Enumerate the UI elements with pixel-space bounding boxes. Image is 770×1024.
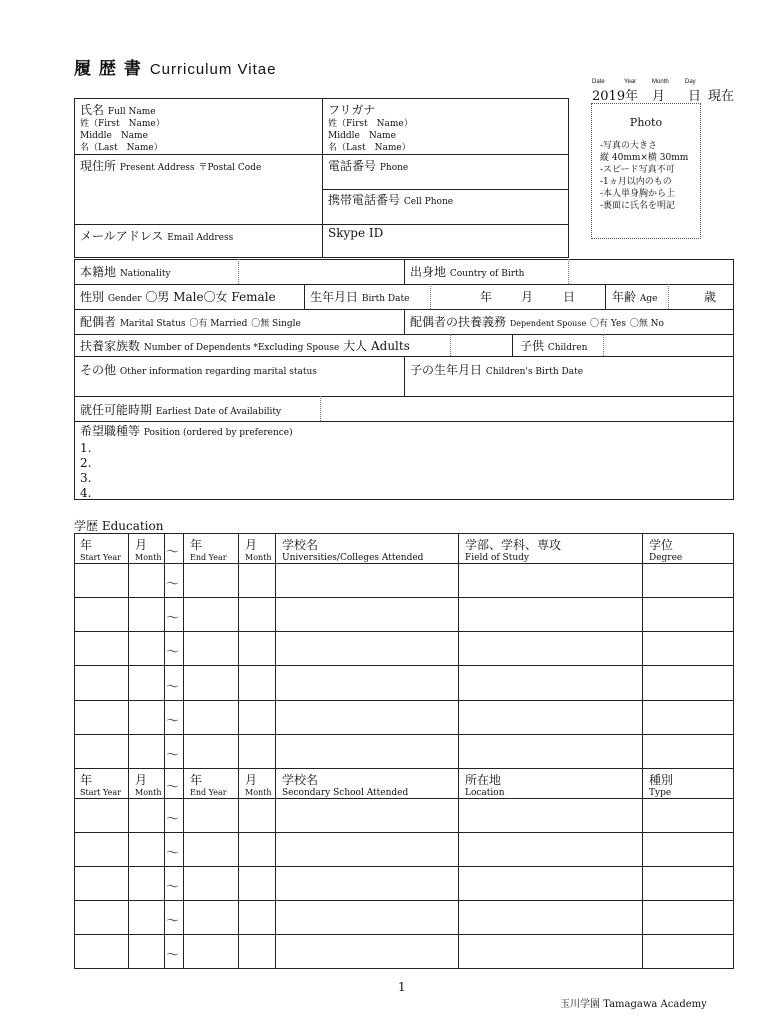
h2-tilde: ～ <box>166 780 180 795</box>
photo-note: -写真の大きさ <box>600 141 658 151</box>
photo-note: -1ヵ月以内のもの <box>600 177 672 187</box>
row-tilde: ～ <box>166 748 180 763</box>
middle-name-label: Middle Name <box>80 131 148 141</box>
title-jp: 履 歴 書 <box>74 59 142 79</box>
cell-phone-label: 携帯電話番号 <box>328 193 401 207</box>
dependent-spouse-label-en: Dependent Spouse <box>509 319 587 328</box>
gender-label: 性別 <box>80 290 105 304</box>
name-label-en: Full Name <box>107 107 156 117</box>
position-item[interactable]: 2. <box>80 456 92 470</box>
marital-cell[interactable] <box>80 313 301 330</box>
title-en: Curriculum Vitae <box>149 61 277 78</box>
gender-cell[interactable] <box>80 288 276 305</box>
dob-cell <box>310 288 409 305</box>
birthplace-label: 出身地 <box>410 265 447 279</box>
photo-box[interactable] <box>591 103 701 239</box>
h1-school-en: Universities/Colleges Attended <box>282 553 424 563</box>
dependent-spouse-yes-option[interactable]: 〇有 Yes <box>590 319 626 329</box>
other-info-cell[interactable] <box>80 361 317 378</box>
h2-start-month-label: 月 <box>135 773 148 787</box>
h2-start-year <box>80 771 121 797</box>
h1-start-year <box>80 536 121 562</box>
cell-phone-cell[interactable] <box>328 191 453 208</box>
single-option[interactable]: 〇無 Single <box>251 319 301 329</box>
dependents-label: 扶養家族数 <box>80 339 141 353</box>
h2-location <box>465 771 505 798</box>
h1-degree-label: 学位 <box>649 538 674 552</box>
name-cell[interactable] <box>80 101 320 154</box>
date-small-date: Date <box>592 79 605 85</box>
row-tilde: ～ <box>166 812 180 827</box>
position-item[interactable]: 4. <box>80 486 92 500</box>
age-label: 年齢 <box>612 290 637 304</box>
photo-label: Photo <box>629 116 663 129</box>
h2-start-month-en: Month <box>135 788 162 797</box>
age-cell <box>612 288 657 305</box>
marital-label-en: Marital Status <box>119 319 186 329</box>
children-dob-cell[interactable] <box>410 361 583 378</box>
furigana-cell[interactable] <box>328 101 568 154</box>
married-option[interactable]: 〇有 Married <box>189 319 248 329</box>
photo-note: -裏面に氏名を明記 <box>600 201 676 211</box>
skype-label: Skype ID <box>328 226 384 240</box>
row-tilde: ～ <box>166 914 180 929</box>
dependents-cell <box>80 337 410 354</box>
h2-end-month-label: 月 <box>245 773 258 787</box>
position-label-en: Position (ordered by preference) <box>143 428 293 438</box>
row-tilde: ～ <box>166 611 180 626</box>
email-cell[interactable] <box>80 227 233 244</box>
age-unit[interactable]: 歳 <box>704 290 717 304</box>
furigana-middle-label: Middle Name <box>328 131 396 141</box>
date-now: 現在 <box>708 89 735 104</box>
h2-location-label: 所在地 <box>465 773 502 787</box>
birthplace-cell[interactable] <box>410 263 524 280</box>
row-tilde: ～ <box>166 880 180 895</box>
h2-start-year-en: Start Year <box>80 788 121 797</box>
h1-school <box>282 536 423 563</box>
h1-end-year <box>190 536 227 562</box>
children-dob-label-en: Children's Birth Date <box>485 367 584 377</box>
h2-end-year-en: End Year <box>190 788 227 797</box>
dob-day[interactable]: 日 <box>563 290 576 304</box>
h2-start-month <box>135 771 162 797</box>
h1-end-year-label: 年 <box>190 538 203 552</box>
children-dob-label: 子の生年月日 <box>410 363 483 377</box>
postal-code-label: 〒Postal Code <box>198 163 262 173</box>
children-label-en: Children <box>547 343 588 353</box>
page-number: 1 <box>398 980 406 994</box>
email-label: メールアドレス <box>80 229 164 243</box>
date-small-day: Day <box>685 79 696 85</box>
name-label: 氏名 <box>80 103 105 117</box>
position-cell[interactable] <box>80 424 293 501</box>
other-info-label: その他 <box>80 363 117 377</box>
dob-month[interactable]: 月 <box>521 290 534 304</box>
email-label-en: Email Address <box>167 233 234 243</box>
h2-type <box>649 771 673 798</box>
h1-field-label: 学部、学科、専攻 <box>465 538 562 552</box>
date-small-year: Year <box>624 79 637 85</box>
h1-end-year-en: End Year <box>190 553 227 562</box>
first-name-label: 姓（First Name） <box>80 119 165 129</box>
birthplace-label-en: Country of Birth <box>449 269 525 279</box>
row-tilde: ～ <box>166 714 180 729</box>
h2-end-month-en: Month <box>245 788 272 797</box>
h2-school-label: 学校名 <box>282 773 319 787</box>
marital-label: 配偶者 <box>80 315 117 329</box>
gender-male-option[interactable]: 〇男 Male <box>145 290 204 304</box>
date-day[interactable]: 日 <box>688 89 702 104</box>
availability-label: 就任可能時期 <box>80 403 153 417</box>
phone-label: 電話番号 <box>328 159 377 173</box>
availability-cell[interactable] <box>80 401 281 418</box>
phone-label-en: Phone <box>379 163 409 173</box>
photo-note: -本人単身胸から上 <box>600 189 676 199</box>
availability-label-en: Earliest Date of Availability <box>155 407 282 417</box>
date-small-month: Month <box>652 79 669 85</box>
h2-school-en: Secondary School Attended <box>282 788 409 798</box>
row-tilde: ～ <box>166 948 180 963</box>
address-cell[interactable] <box>80 157 320 174</box>
position-item[interactable]: 3. <box>80 471 92 485</box>
adults-label: 大人 Adults <box>343 339 410 353</box>
h1-degree <box>649 536 682 563</box>
h1-tilde: ～ <box>166 545 180 560</box>
row-tilde: ～ <box>166 645 180 660</box>
row-tilde: ～ <box>166 577 180 592</box>
row-tilde: ～ <box>166 846 180 861</box>
h1-field <box>465 536 561 563</box>
skype-cell[interactable] <box>328 226 383 240</box>
h2-start-year-label: 年 <box>80 773 93 787</box>
h1-start-year-label: 年 <box>80 538 93 552</box>
position-item[interactable]: 1. <box>80 441 92 455</box>
dependent-spouse-cell[interactable] <box>410 313 664 330</box>
other-info-label-en: Other information regarding marital status <box>119 367 317 377</box>
children-cell <box>520 337 587 354</box>
h1-school-label: 学校名 <box>282 538 319 552</box>
date-year[interactable]: 2019年 <box>592 89 639 104</box>
dependents-label-en: Number of Dependents *Excluding Spouse <box>143 343 340 353</box>
cell-phone-label-en: Cell Phone <box>403 197 454 207</box>
h2-type-en: Type <box>649 788 672 798</box>
address-label: 現住所 <box>80 159 117 173</box>
h2-end-month <box>245 771 272 797</box>
row-tilde: ～ <box>166 680 180 695</box>
last-name-label: 名（Last Name） <box>80 143 163 153</box>
gender-female-option[interactable]: 〇女 Female <box>203 290 276 304</box>
nationality-cell[interactable] <box>80 263 171 280</box>
dob-label: 生年月日 <box>310 290 359 304</box>
h2-school <box>282 771 408 798</box>
h1-end-month-en: Month <box>245 553 272 562</box>
nationality-label: 本籍地 <box>80 265 117 279</box>
children-label: 子供 <box>520 339 545 353</box>
h1-start-month <box>135 536 162 562</box>
address-label-en: Present Address <box>119 163 195 173</box>
photo-notes <box>600 140 688 212</box>
h1-start-year-en: Start Year <box>80 553 121 562</box>
phone-cell[interactable] <box>328 157 408 174</box>
gender-label-en: Gender <box>107 294 142 304</box>
photo-note: 縦 40mm×横 30mm <box>600 153 689 163</box>
h2-location-en: Location <box>465 788 505 798</box>
h2-end-year-label: 年 <box>190 773 203 787</box>
furigana-last-label: 名（Last Name） <box>328 143 411 153</box>
position-label: 希望職種等 <box>80 424 141 438</box>
age-label-en: Age <box>639 294 658 304</box>
h1-field-en: Field of Study <box>465 553 529 563</box>
h1-degree-en: Degree <box>649 553 683 563</box>
dependent-spouse-label: 配偶者の扶養義務 <box>410 315 507 329</box>
education-title: 学歴 Education <box>74 519 164 533</box>
dob-label-en: Birth Date <box>361 294 410 304</box>
furigana-first-label: 姓（First Name） <box>328 119 413 129</box>
h1-start-month-en: Month <box>135 553 162 562</box>
page-title <box>74 54 276 79</box>
date-month[interactable]: 月 <box>652 89 666 104</box>
h2-end-year <box>190 771 227 797</box>
h2-type-label: 種別 <box>649 773 674 787</box>
date-row <box>592 79 737 104</box>
nationality-label-en: Nationality <box>119 269 171 279</box>
dependent-spouse-no-option[interactable]: 〇無 No <box>629 319 664 329</box>
h1-end-month <box>245 536 272 562</box>
footer-org: 玉川学園 Tamagawa Academy <box>560 999 707 1010</box>
dob-year[interactable]: 年 <box>480 290 493 304</box>
h1-end-month-label: 月 <box>245 538 258 552</box>
photo-note: -スピード写真不可 <box>600 165 675 175</box>
h1-start-month-label: 月 <box>135 538 148 552</box>
furigana-label: フリガナ <box>328 103 376 117</box>
